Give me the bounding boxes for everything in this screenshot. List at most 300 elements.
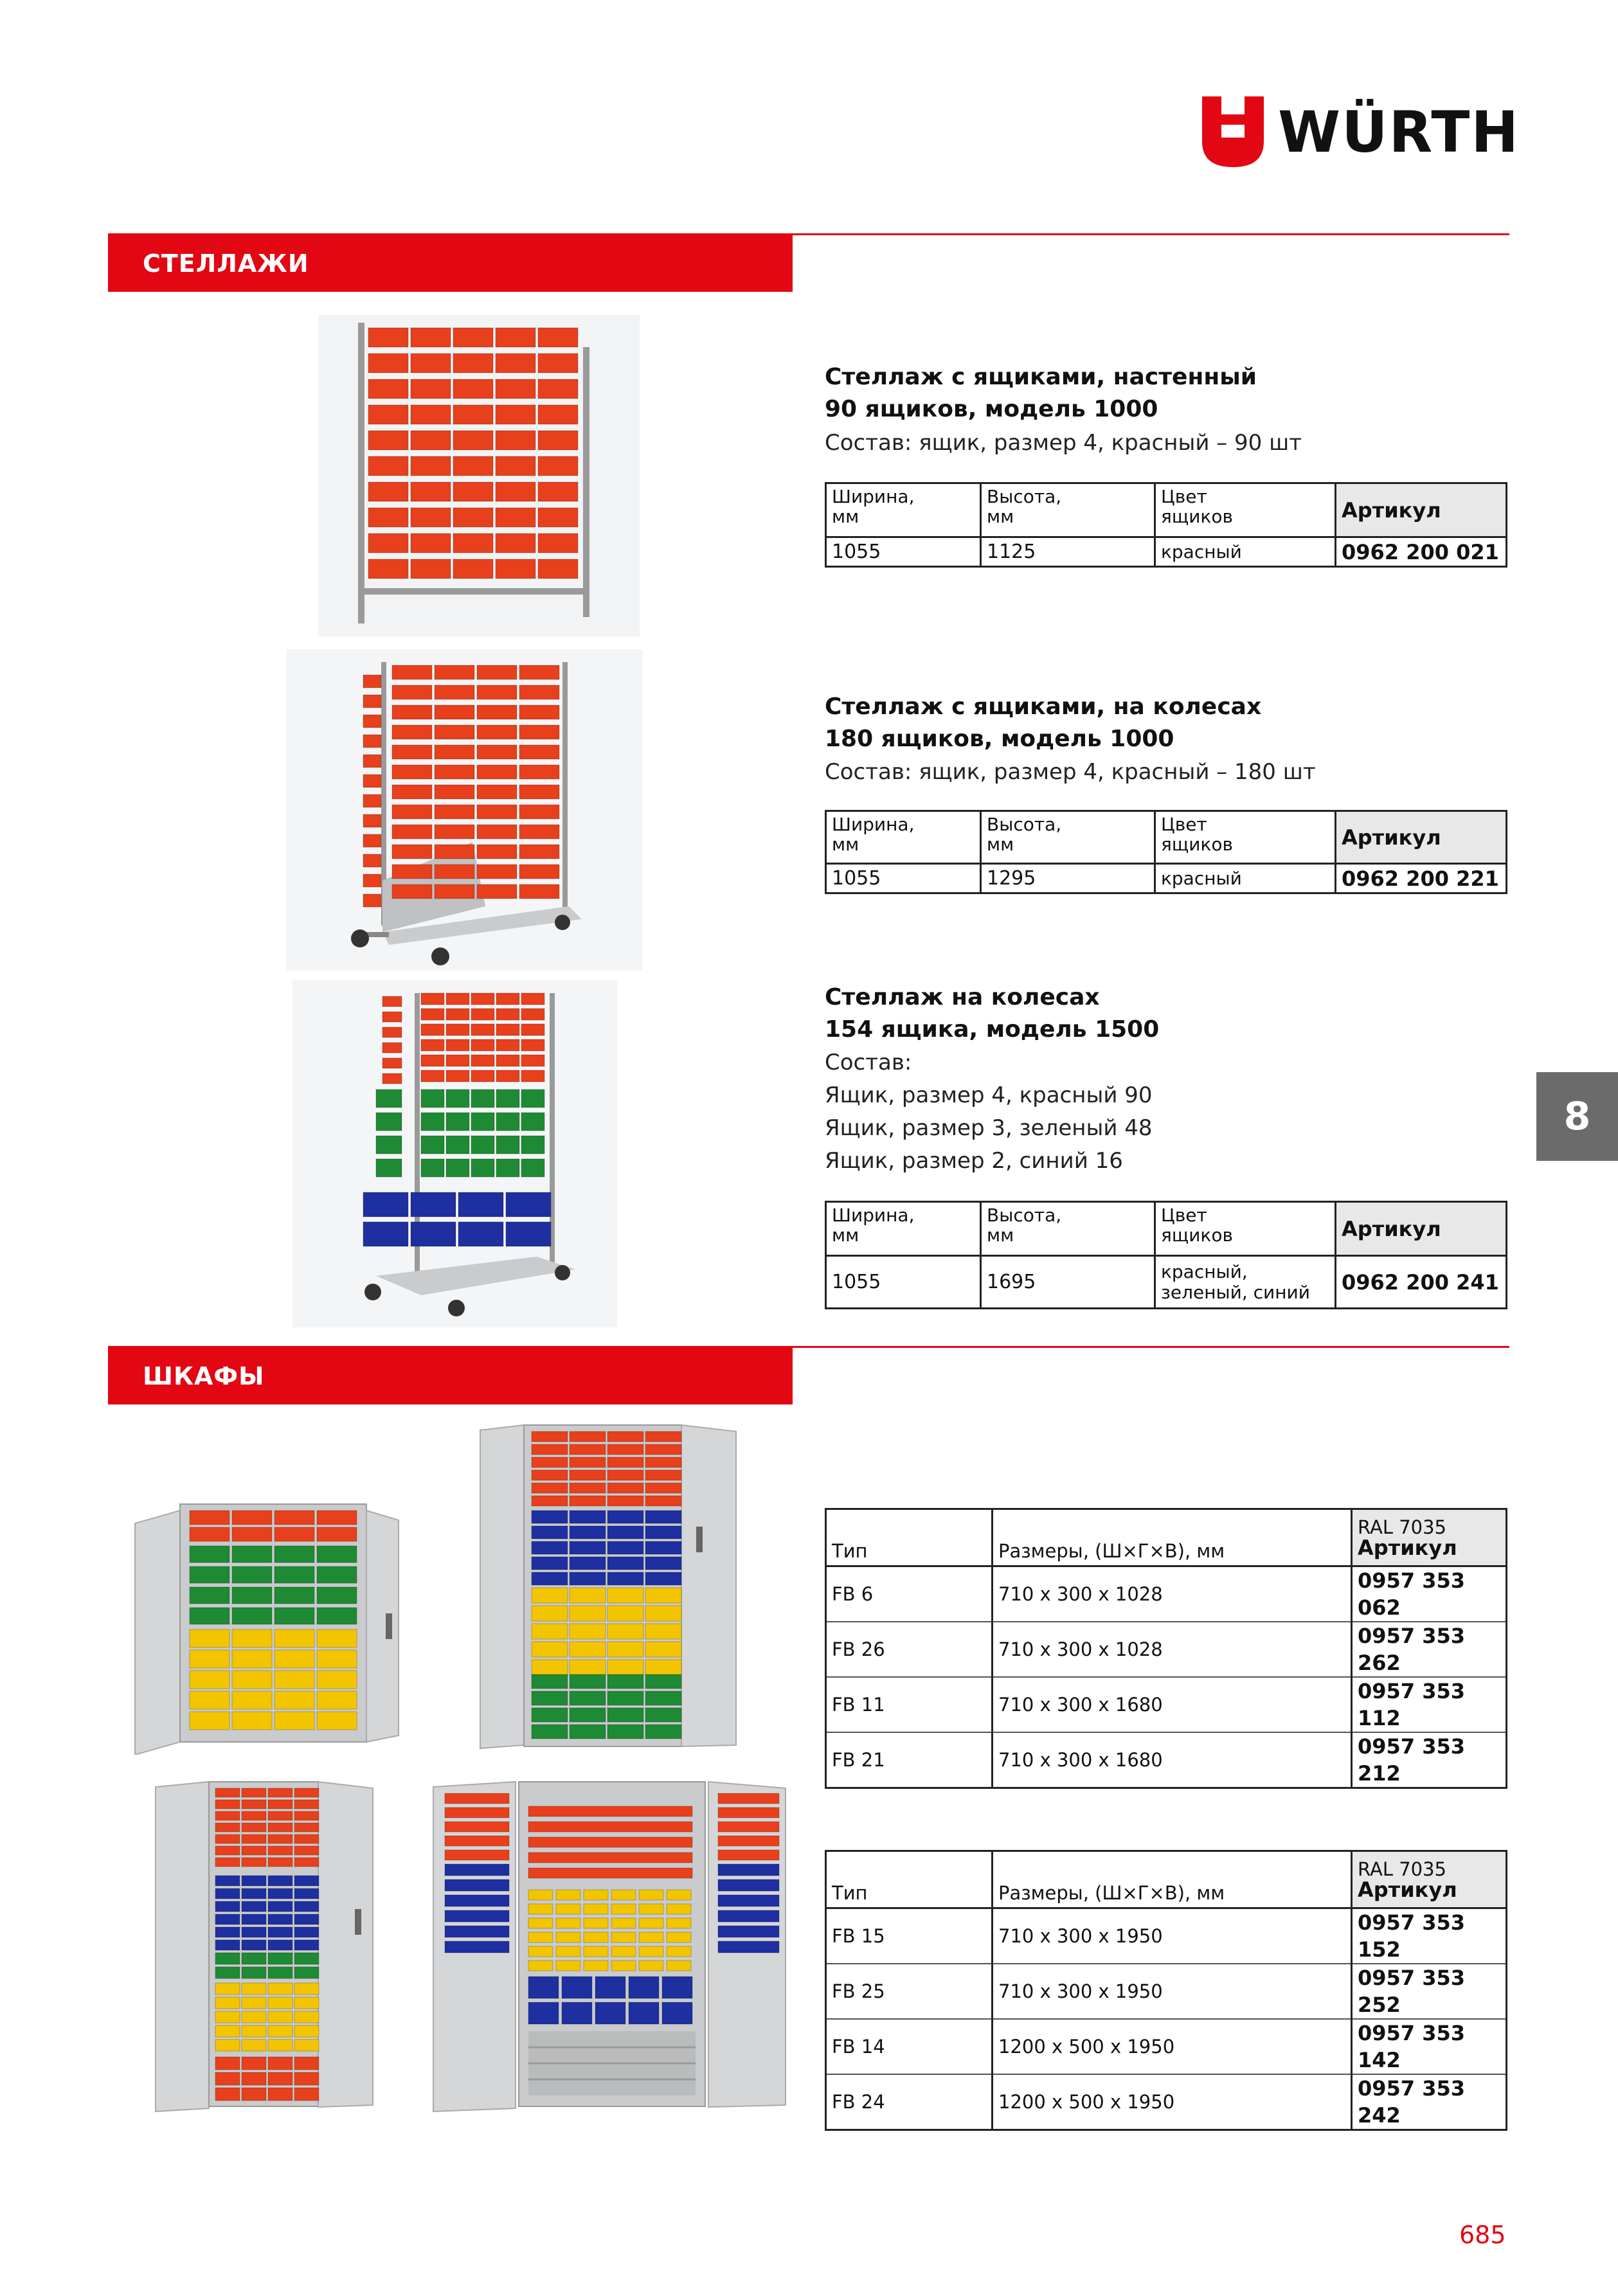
storage-bin [190, 1671, 229, 1689]
storage-bin [268, 1834, 292, 1843]
storage-bin [274, 1527, 314, 1541]
storage-bin [317, 1650, 357, 1668]
storage-bin [294, 1834, 319, 1843]
storage-bin [382, 1073, 402, 1084]
storage-bin [421, 1024, 444, 1036]
storage-bin [662, 1977, 692, 1998]
storage-bin [294, 2057, 319, 2070]
storage-bin [232, 1608, 272, 1624]
storage-bin [556, 1960, 580, 1971]
type-cell: FB 25 [826, 1964, 993, 2019]
storage-bin [242, 1914, 266, 1924]
spec-table [825, 482, 1507, 568]
storage-bin [215, 2011, 240, 2023]
storage-bin [294, 2040, 319, 2051]
header-color: Цвет ящиков [1155, 811, 1336, 864]
composition-line: Ящик, размер 3, зеленый 48 [825, 1115, 1153, 1141]
storage-bin [570, 1588, 606, 1603]
storage-bin [645, 1606, 681, 1621]
storage-bin [528, 1837, 692, 1847]
storage-bin [190, 1712, 229, 1730]
storage-bin [570, 1725, 606, 1739]
storage-bin [232, 1546, 272, 1563]
storage-bin [667, 1946, 691, 1957]
storage-bin [453, 431, 493, 450]
storage-bin [645, 1470, 681, 1480]
mobile-rack-image [286, 649, 643, 971]
section-header-cabinets [108, 1348, 793, 1404]
storage-bin [215, 1858, 240, 1867]
storage-bin [496, 379, 535, 399]
header-article: Артикул [1336, 811, 1507, 864]
storage-bin [607, 1541, 643, 1554]
storage-bin [411, 405, 451, 424]
storage-bin [519, 705, 559, 719]
storage-bin [274, 1546, 314, 1563]
storage-bin [215, 1823, 240, 1832]
header-article: RAL 7035 Артикул [1352, 1509, 1507, 1566]
storage-bin [274, 1712, 314, 1730]
storage-bin [471, 1136, 494, 1154]
storage-bin [232, 1712, 272, 1730]
product-subtitle: 180 ящиков, модель 1000 [825, 726, 1174, 752]
storage-bin [477, 765, 517, 779]
storage-bin [521, 1009, 544, 1020]
storage-bin [446, 1113, 469, 1131]
storage-bin [242, 1953, 266, 1964]
storage-bin [411, 508, 451, 527]
storage-bin [392, 845, 432, 859]
storage-bin [392, 745, 432, 759]
storage-bin [519, 845, 559, 859]
storage-bin [294, 1800, 319, 1809]
storage-bin [317, 1566, 357, 1583]
storage-bin [477, 685, 517, 699]
storage-bin [215, 2040, 240, 2051]
storage-bin [368, 379, 408, 399]
storage-bin [317, 1712, 357, 1730]
storage-bin [294, 2088, 319, 2101]
cabinet-fb14-image [432, 1780, 789, 2115]
storage-bin [538, 354, 578, 373]
storage-bin [584, 1960, 608, 1971]
wurth-logo [1202, 96, 1520, 167]
dims-cell: 1200 x 500 x 1950 [993, 2019, 1352, 2074]
storage-bin [477, 705, 517, 719]
storage-bin [645, 1431, 681, 1442]
composition-line: Ящик, размер 4, красный 90 [825, 1082, 1153, 1108]
storage-bin [521, 1136, 544, 1154]
storage-bin [232, 1511, 272, 1525]
storage-bin [368, 508, 408, 527]
type-cell: FB 6 [826, 1566, 993, 1622]
logo-text: WÜRTH [1278, 99, 1520, 165]
storage-bin [190, 1566, 229, 1583]
type-cell: FB 15 [826, 1908, 993, 1964]
storage-bin [528, 1868, 692, 1878]
storage-bin [645, 1541, 681, 1554]
product-subtitle: 154 ящика, модель 1500 [825, 1016, 1160, 1043]
storage-bin [268, 1914, 292, 1924]
storage-bin [611, 1904, 636, 1914]
storage-bin [446, 1090, 469, 1108]
composition-line: Состав: [825, 1050, 912, 1075]
storage-bin [584, 1932, 608, 1942]
storage-bin [435, 785, 474, 799]
storage-bin [382, 1027, 402, 1037]
storage-bin [458, 1192, 503, 1217]
storage-bin [453, 405, 493, 424]
storage-bin [392, 705, 432, 719]
storage-bin [421, 1090, 444, 1108]
storage-bin [294, 1940, 319, 1950]
height-value: 1695 [981, 1256, 1155, 1309]
storage-bin [532, 1511, 568, 1523]
storage-bin [629, 1977, 659, 1998]
storage-bin [268, 1901, 292, 1912]
storage-bin [645, 1511, 681, 1523]
storage-bin [363, 715, 381, 728]
storage-bin [667, 1932, 691, 1942]
storage-bin [274, 1566, 314, 1583]
storage-bin [411, 456, 451, 476]
storage-bin [268, 2025, 292, 2037]
storage-bin [639, 1960, 663, 1971]
storage-bin [435, 865, 474, 879]
storage-bin [445, 1822, 509, 1832]
storage-bin [368, 354, 408, 373]
storage-bin [532, 1572, 568, 1585]
type-cell: FB 11 [826, 1677, 993, 1732]
storage-bin [411, 482, 451, 501]
storage-bin [421, 1113, 444, 1131]
storage-bin [718, 1836, 779, 1846]
storage-bin [532, 1606, 568, 1621]
storage-bin [496, 1159, 519, 1177]
storage-bin [532, 1470, 568, 1480]
storage-bin [317, 1587, 357, 1604]
storage-bin [294, 1983, 319, 1995]
storage-bin [274, 1671, 314, 1689]
storage-bin [317, 1629, 357, 1647]
article-cell: 0957 353 262 [1352, 1622, 1507, 1677]
storage-bin [667, 1890, 691, 1900]
storage-bin [392, 785, 432, 799]
storage-bin [242, 1834, 266, 1843]
product-composition: Состав: ящик, размер 4, красный – 180 шт [825, 759, 1316, 785]
storage-bin [496, 1024, 519, 1036]
storage-bin [242, 1901, 266, 1912]
storage-bin [215, 2057, 240, 2070]
storage-bin [645, 1674, 681, 1689]
storage-bin [556, 1890, 580, 1900]
type-cell: FB 24 [826, 2074, 993, 2130]
type-cell: FB 21 [826, 1732, 993, 1788]
storage-bin [242, 1846, 266, 1855]
storage-bin [435, 884, 474, 899]
storage-bin [215, 1811, 240, 1820]
storage-bin [532, 1624, 568, 1639]
storage-bin [521, 1024, 544, 1036]
storage-bin [611, 1946, 636, 1957]
storage-bin [570, 1483, 606, 1493]
storage-bin [268, 1823, 292, 1832]
storage-bin [570, 1431, 606, 1442]
storage-bin [570, 1674, 606, 1689]
type-cell: FB 14 [826, 2019, 993, 2074]
article-cell: 0957 353 152 [1352, 1908, 1507, 1964]
storage-bin [538, 508, 578, 527]
storage-bin [477, 884, 517, 899]
storage-bin [190, 1511, 229, 1525]
storage-bin [532, 1642, 568, 1657]
storage-bin [607, 1572, 643, 1585]
storage-bin [317, 1511, 357, 1525]
storage-bin [532, 1588, 568, 1603]
storage-bin [607, 1511, 643, 1523]
storage-bin [528, 1806, 692, 1816]
storage-bin [435, 665, 474, 679]
storage-bin [570, 1470, 606, 1480]
storage-bin [268, 1846, 292, 1855]
storage-bin [453, 328, 493, 347]
storage-bin [639, 1890, 663, 1900]
storage-bin [453, 379, 493, 399]
storage-bin [570, 1496, 606, 1506]
storage-bin [645, 1588, 681, 1603]
storage-bin [317, 1691, 357, 1709]
storage-bin [570, 1660, 606, 1675]
storage-bin [528, 1852, 692, 1863]
cabinet-fb6-image [129, 1485, 411, 1755]
storage-bin [446, 1055, 469, 1066]
header-height: Высота, мм [981, 811, 1155, 864]
storage-bin [368, 559, 408, 578]
storage-bin [532, 1457, 568, 1467]
storage-bin [382, 1058, 402, 1068]
storage-bin [471, 1070, 494, 1082]
storage-bin [662, 2002, 692, 2024]
header-dims: Размеры, (Ш×Г×В), мм [993, 1851, 1352, 1908]
storage-bin [645, 1496, 681, 1506]
storage-bin [242, 2040, 266, 2051]
storage-bin [268, 2040, 292, 2051]
storage-bin [368, 482, 408, 501]
storage-bin [268, 1997, 292, 2009]
storage-bin [471, 1055, 494, 1066]
storage-bin [294, 1811, 319, 1820]
storage-bin [645, 1725, 681, 1739]
storage-bin [294, 1876, 319, 1886]
storage-bin [532, 1674, 568, 1689]
storage-bin [446, 1136, 469, 1154]
product-title: Стеллаж с ящиками, настенный [825, 364, 1257, 390]
product-title: Стеллаж на колесах [825, 984, 1100, 1010]
storage-bin [268, 2072, 292, 2085]
storage-bin [421, 1039, 444, 1051]
storage-bin [242, 1940, 266, 1950]
storage-bin [411, 354, 451, 373]
storage-bin [294, 2025, 319, 2037]
storage-bin [232, 1629, 272, 1647]
dims-cell: 710 x 300 x 1028 [993, 1566, 1352, 1622]
storage-bin [232, 1671, 272, 1689]
storage-bin [215, 1876, 240, 1886]
storage-bin [232, 1587, 272, 1604]
storage-bin [268, 1927, 292, 1937]
storage-bin [570, 1557, 606, 1570]
storage-bin [521, 993, 544, 1005]
storage-bin [496, 1090, 519, 1108]
dims-cell: 710 x 300 x 1950 [993, 1908, 1352, 1964]
storage-bin [496, 993, 519, 1005]
storage-bin [607, 1526, 643, 1539]
storage-bin [645, 1557, 681, 1570]
storage-bin [368, 534, 408, 553]
storage-bin [570, 1572, 606, 1585]
storage-bin [667, 1904, 691, 1914]
storage-bin [215, 1953, 240, 1964]
storage-bin [496, 1009, 519, 1020]
storage-bin [232, 1527, 272, 1541]
storage-bin [718, 1864, 779, 1876]
storage-bin [268, 2057, 292, 2070]
storage-bin [477, 725, 517, 739]
storage-bin [445, 1807, 509, 1818]
header-width: Ширина, мм [826, 811, 981, 864]
storage-bin [294, 1788, 319, 1797]
storage-bin [376, 1159, 402, 1177]
storage-bin [382, 996, 402, 1007]
storage-bin [242, 2011, 266, 2023]
storage-bin [242, 1788, 266, 1797]
storage-bin [376, 1113, 402, 1131]
cabinet-fb15-image [154, 1780, 379, 2115]
storage-bin [506, 1192, 551, 1217]
storage-bin [392, 725, 432, 739]
storage-bin [595, 1977, 625, 1998]
storage-bin [528, 1890, 553, 1900]
storage-bin [268, 1800, 292, 1809]
storage-bin [453, 508, 493, 527]
storage-bin [538, 405, 578, 424]
product-title: Стеллаж с ящиками, на колесах [825, 694, 1262, 720]
storage-bin [294, 1953, 319, 1964]
storage-bin [232, 1566, 272, 1583]
storage-bin [639, 1904, 663, 1914]
header-article: RAL 7035 Артикул [1352, 1851, 1507, 1908]
storage-bin [570, 1606, 606, 1621]
storage-bin [435, 725, 474, 739]
storage-bin [317, 1546, 357, 1563]
storage-bin [215, 1914, 240, 1924]
dims-cell: 1200 x 500 x 1950 [993, 2074, 1352, 2130]
storage-bin [435, 765, 474, 779]
storage-bin [268, 1788, 292, 1797]
storage-bin [528, 1960, 553, 1971]
storage-bin [471, 1039, 494, 1051]
storage-bin [607, 1606, 643, 1621]
storage-bin [532, 1526, 568, 1539]
storage-bin [215, 1927, 240, 1937]
wurth-logo-mark [1202, 96, 1264, 167]
storage-bin [496, 559, 535, 578]
storage-bin [274, 1691, 314, 1709]
storage-bin [294, 1846, 319, 1855]
storage-bin [496, 328, 535, 347]
storage-bin [645, 1642, 681, 1657]
storage-bin [363, 1222, 408, 1246]
storage-bin [607, 1496, 643, 1506]
storage-bin [521, 1090, 544, 1108]
storage-bin [376, 1136, 402, 1154]
storage-bin [215, 1788, 240, 1797]
color-value: красный [1155, 864, 1336, 893]
storage-bin [294, 1914, 319, 1924]
storage-bin [215, 2072, 240, 2085]
storage-bin [496, 1055, 519, 1066]
storage-bin [215, 1997, 240, 2009]
storage-bin [317, 1527, 357, 1541]
storage-bin [421, 1159, 444, 1177]
storage-bin [595, 2002, 625, 2024]
color-value: красный [1155, 537, 1336, 567]
storage-bin [190, 1546, 229, 1563]
storage-bin [532, 1483, 568, 1493]
storage-bin [190, 1629, 229, 1647]
storage-bin [411, 328, 451, 347]
storage-bin [519, 865, 559, 879]
storage-bin [242, 1858, 266, 1867]
storage-bin [274, 1608, 314, 1624]
storage-bin [611, 1918, 636, 1928]
storage-bin [718, 1793, 779, 1804]
storage-bin [645, 1691, 681, 1705]
storage-bin [528, 2002, 559, 2024]
storage-bin [562, 1977, 592, 1998]
storage-bin [242, 2088, 266, 2101]
storage-bin [611, 1890, 636, 1900]
storage-bin [645, 1708, 681, 1722]
storage-bin [538, 328, 578, 347]
storage-bin [215, 1800, 240, 1809]
storage-bin [645, 1526, 681, 1539]
storage-bin [570, 1526, 606, 1539]
storage-bin [496, 431, 535, 450]
storage-bin [477, 865, 517, 879]
storage-bin [317, 1608, 357, 1624]
storage-bin [242, 2072, 266, 2085]
storage-bin [584, 1890, 608, 1900]
storage-bin [570, 1624, 606, 1639]
chapter-tab[interactable]: 8 [1536, 1072, 1618, 1161]
storage-bin [528, 1946, 553, 1957]
storage-bin [368, 431, 408, 450]
storage-bin [570, 1708, 606, 1722]
storage-bin [496, 1113, 519, 1131]
type-cell: FB 26 [826, 1622, 993, 1677]
storage-bin [519, 825, 559, 839]
storage-bin [421, 993, 444, 1005]
storage-bin [446, 1024, 469, 1036]
storage-bin [215, 2088, 240, 2101]
storage-bin [471, 1159, 494, 1177]
storage-bin [611, 1960, 636, 1971]
wall-rack-image [318, 315, 640, 636]
storage-bin [215, 1834, 240, 1843]
storage-bin [556, 1946, 580, 1957]
storage-bin [519, 884, 559, 899]
